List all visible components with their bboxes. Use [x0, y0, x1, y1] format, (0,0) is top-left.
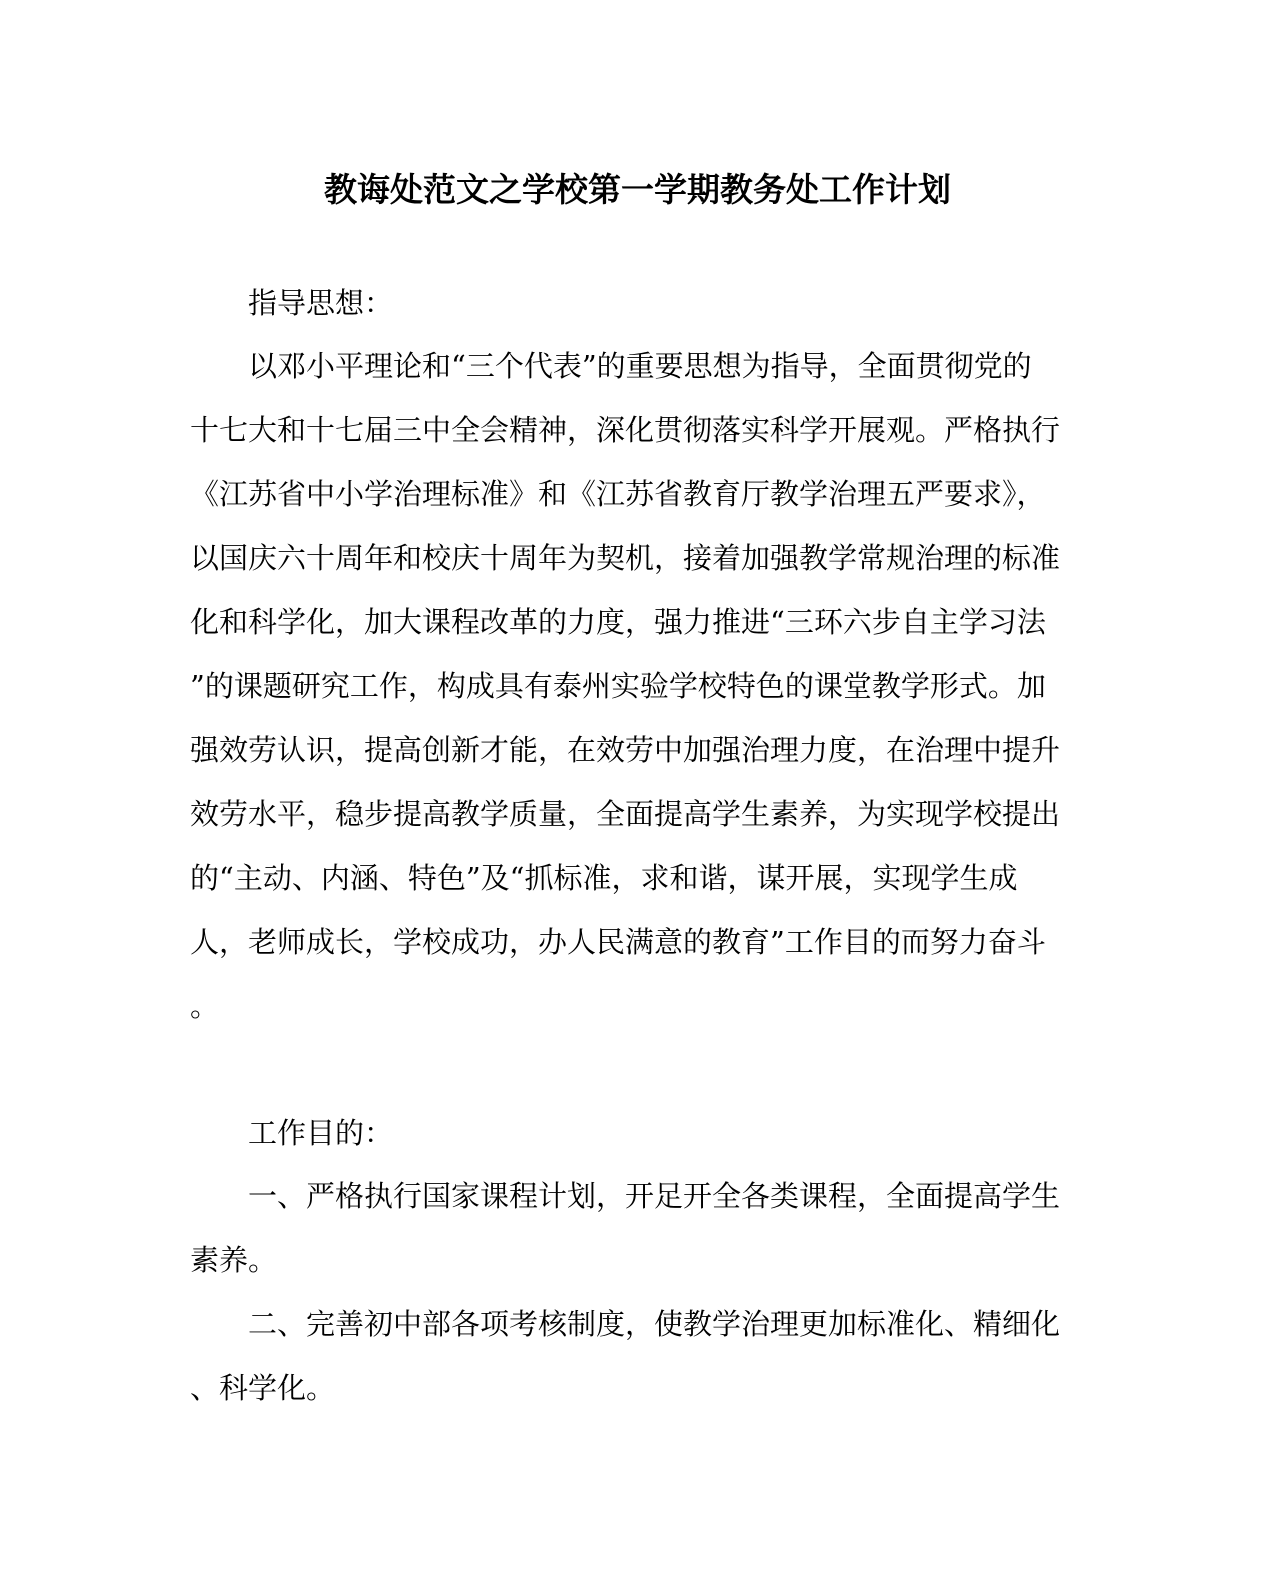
paragraph-line: 效劳水平，稳步提高教学质量，全面提高学生素养，为实现学校提出 — [190, 797, 1061, 831]
document-title: 教诲处范文之学校第一学期教务处工作计划 — [324, 170, 951, 209]
paragraph-line: 素养。 — [190, 1243, 278, 1277]
paragraph-line: 人，老师成长，学校成功，办人民满意的教育”工作目的而努力奋斗 — [190, 925, 1046, 959]
paragraph-line: 一、严格执行国家课程计划，开足开全各类课程，全面提高学生 — [248, 1179, 1061, 1213]
paragraph-line: 以邓小平理论和“三个代表”的重要思想为指导，全面贯彻党的 — [248, 349, 1032, 383]
paragraph-line: 以国庆六十周年和校庆十周年为契机，接着加强教学常规治理的标准 — [190, 541, 1061, 575]
paragraph-line: 二、完善初中部各项考核制度，使教学治理更加标准化、精细化 — [248, 1307, 1061, 1341]
paragraph-line: 强效劳认识，提高创新才能，在效劳中加强治理力度，在治理中提升 — [190, 733, 1061, 767]
paragraph-line: 化和科学化，加大课程改革的力度，强力推进“三环六步自主学习法 — [190, 605, 1046, 639]
paragraph-line: 《江苏省中小学治理标准》和《江苏省教育厅教学治理五严要求》， — [190, 477, 1046, 511]
paragraph-line: 十七大和十七届三中全会精神，深化贯彻落实科学开展观。严格执行 — [190, 413, 1061, 447]
paragraph-line: 。 — [190, 989, 220, 1023]
section-heading-goals: 工作目的： — [248, 1116, 394, 1150]
paragraph-line: 的“主动、内涵、特色”及“抓标准，求和谐，谋开展，实现学生成 — [190, 861, 1018, 895]
paragraph-line: ”的课题研究工作，构成具有泰州实验学校特色的课堂教学形式。加 — [190, 669, 1046, 703]
paragraph-line: 、科学化。 — [190, 1371, 336, 1405]
section-heading-guiding: 指导思想： — [248, 286, 394, 320]
